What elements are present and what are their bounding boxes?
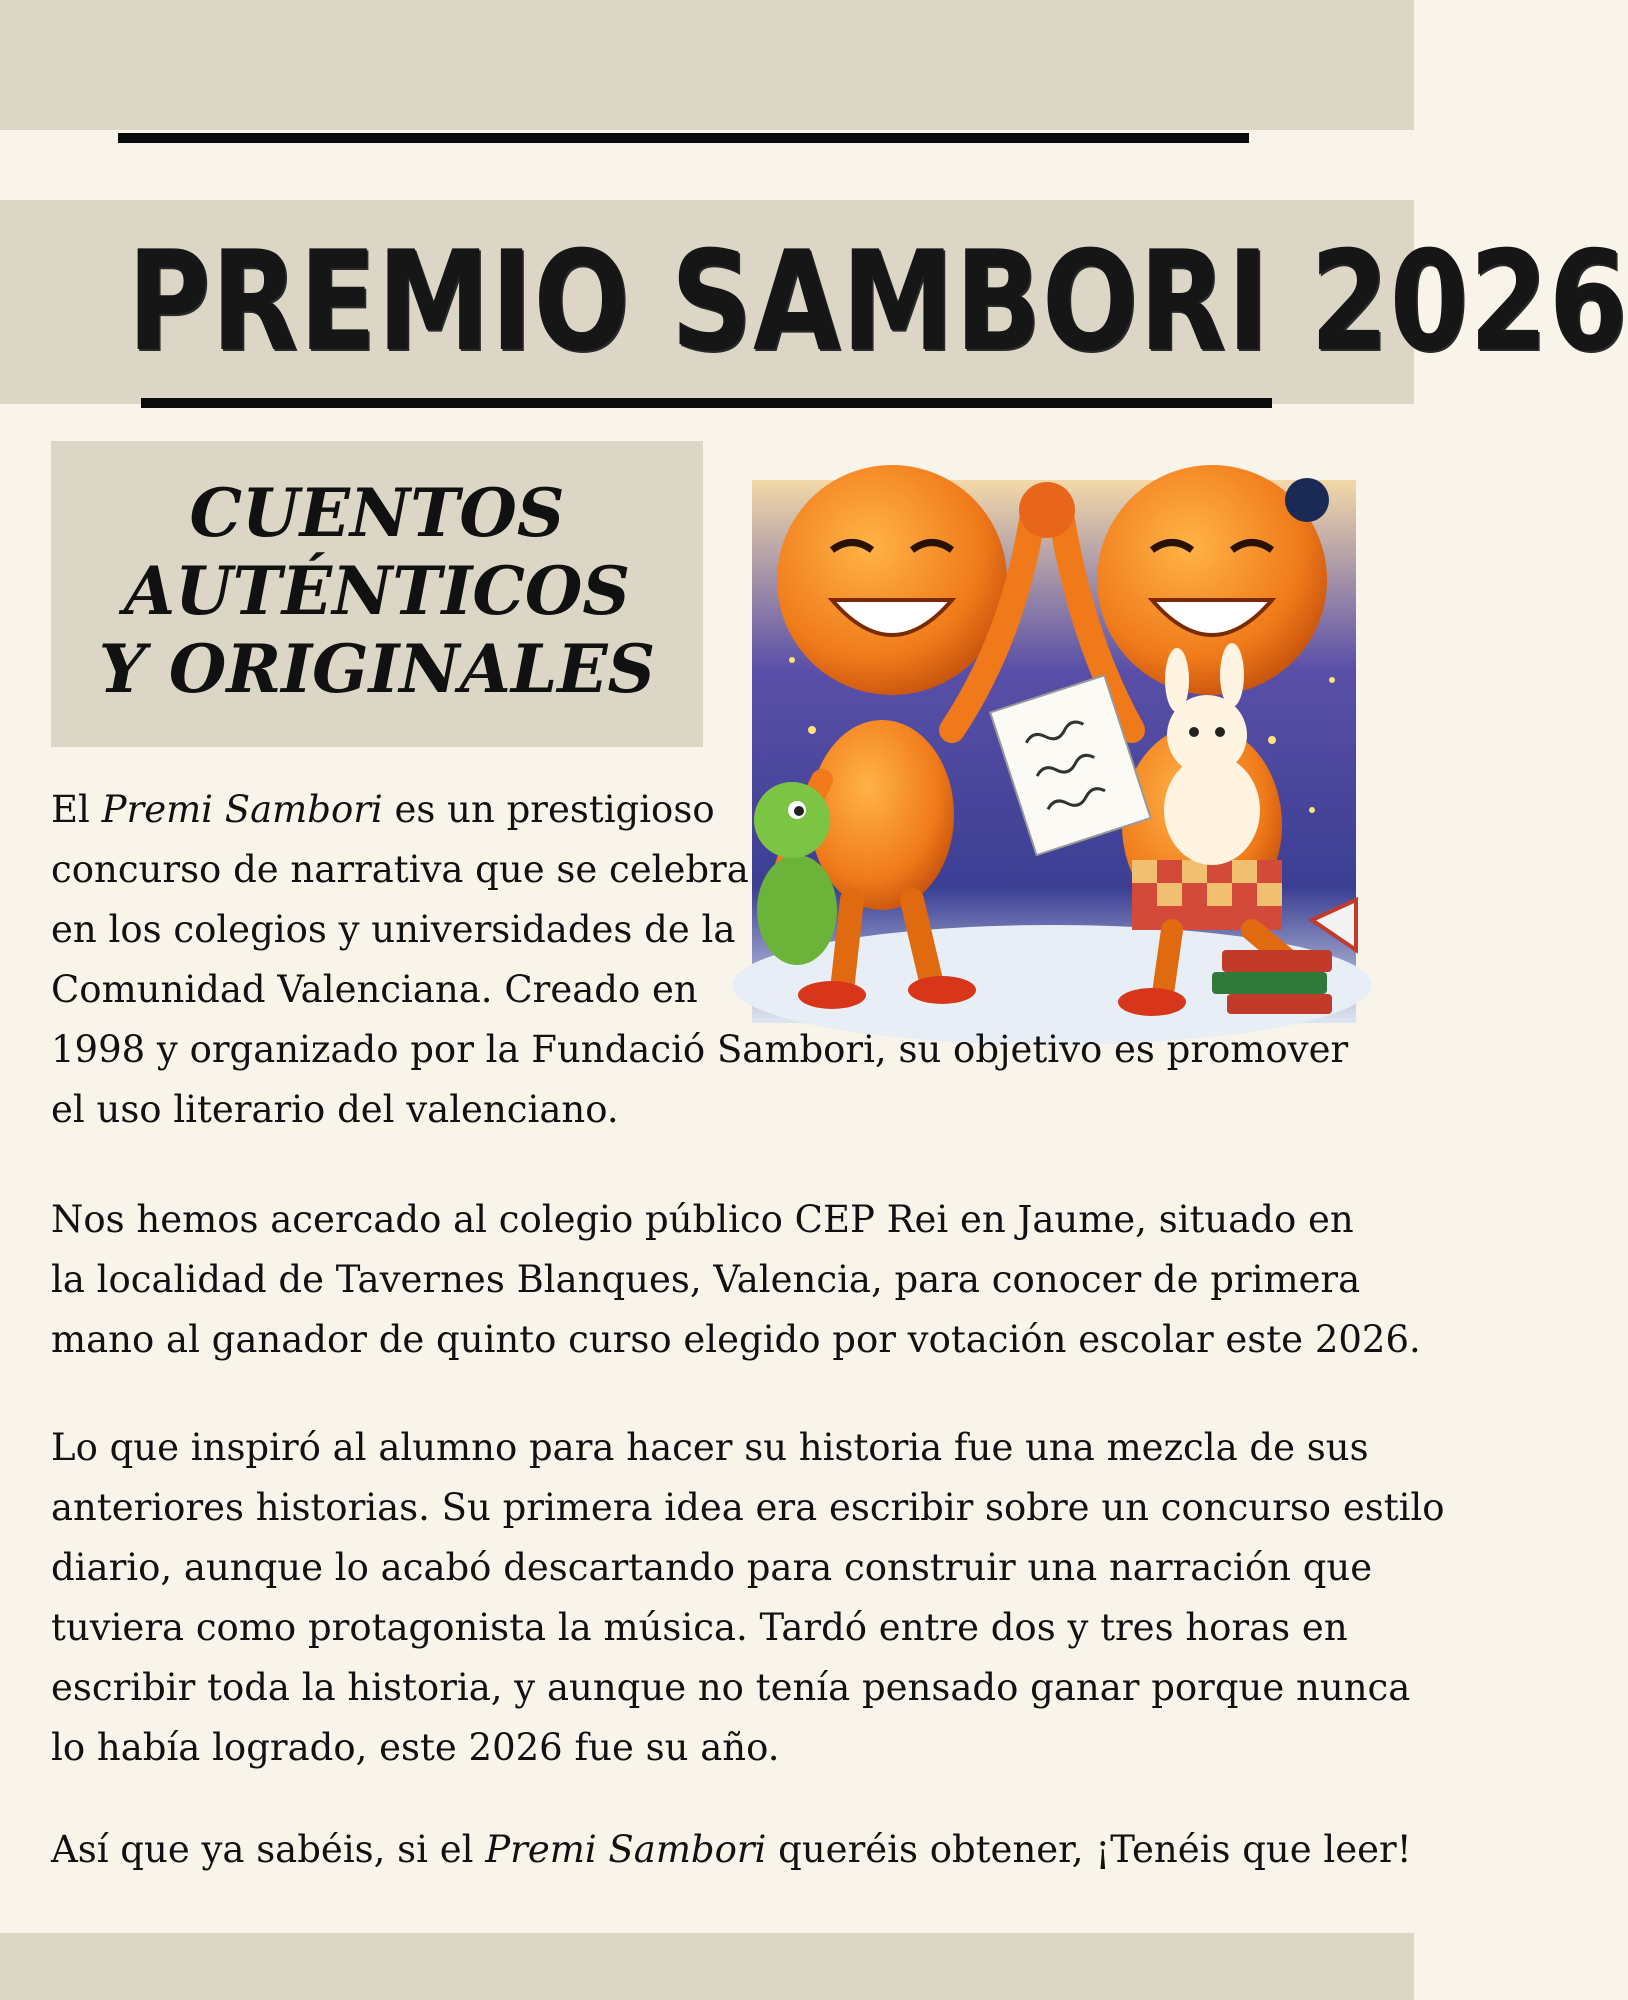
bottom-band xyxy=(0,1933,1414,2000)
top-rule xyxy=(118,133,1249,143)
paragraph-line: anteriores historias. Su primera idea era escribir sobre un concurso estilo xyxy=(51,1486,1445,1529)
subtitle-line: AUTÉNTICOS xyxy=(123,552,631,630)
paragraph-school xyxy=(51,1190,1421,1370)
intro-text: es un prestigioso xyxy=(382,788,715,831)
paragraph-line: diario, aunque lo acabó descartando para construir una narración que xyxy=(51,1546,1373,1589)
intro-line: concurso de narrativa que se celebra xyxy=(51,848,749,891)
intro-first-line xyxy=(51,780,1348,840)
intro-paragraph xyxy=(51,780,1348,1140)
title-underline xyxy=(141,398,1272,408)
intro-italic-name: Premi Sambori xyxy=(101,788,383,831)
intro-line: Comunidad Valenciana. Creado en xyxy=(51,968,698,1011)
closing-paragraph xyxy=(51,1820,1412,1880)
subtitle-line: Y ORIGINALES xyxy=(98,630,656,708)
top-band xyxy=(0,0,1414,130)
intro-line: el uso literario del valenciano. xyxy=(51,1088,619,1131)
paragraph-line: mano al ganador de quinto curso elegido por votación escolar este 2026. xyxy=(51,1318,1421,1361)
intro-text: El xyxy=(51,788,102,831)
paragraph-line: Lo que inspiró al alumno para hacer su historia fue una mezcla de sus xyxy=(51,1426,1369,1469)
paragraph-inspiration xyxy=(51,1418,1445,1778)
intro-line: en los colegios y universidades de la xyxy=(51,908,736,951)
paragraph-line: tuviera como protagonista la música. Tardó entre dos y tres horas en xyxy=(51,1606,1348,1649)
subtitle-line: CUENTOS xyxy=(189,474,565,552)
intro-line: 1998 y organizado por la Fundació Sambori, su objetivo es promover xyxy=(51,1028,1349,1071)
closing-line xyxy=(51,1820,1412,1880)
paragraph-line: escribir toda la historia, y aunque no tenía pensado ganar porque nunca xyxy=(51,1666,1411,1709)
subtitle xyxy=(51,474,703,708)
page-title: PREMIO SAMBORI 2026 xyxy=(127,221,1628,382)
paragraph-line: lo había logrado, este 2026 fue su año. xyxy=(51,1726,780,1769)
paragraph-line: la localidad de Tavernes Blanques, Valencia, para conocer de primera xyxy=(51,1258,1361,1301)
closing-text: Así que ya sabéis, si el xyxy=(51,1828,486,1871)
closing-italic-name: Premi Sambori xyxy=(485,1828,767,1871)
paragraph-line: Nos hemos acercado al colegio público CEP Rei en Jaume, situado en xyxy=(51,1198,1354,1241)
closing-text: queréis obtener, ¡Tenéis que leer! xyxy=(766,1828,1412,1871)
